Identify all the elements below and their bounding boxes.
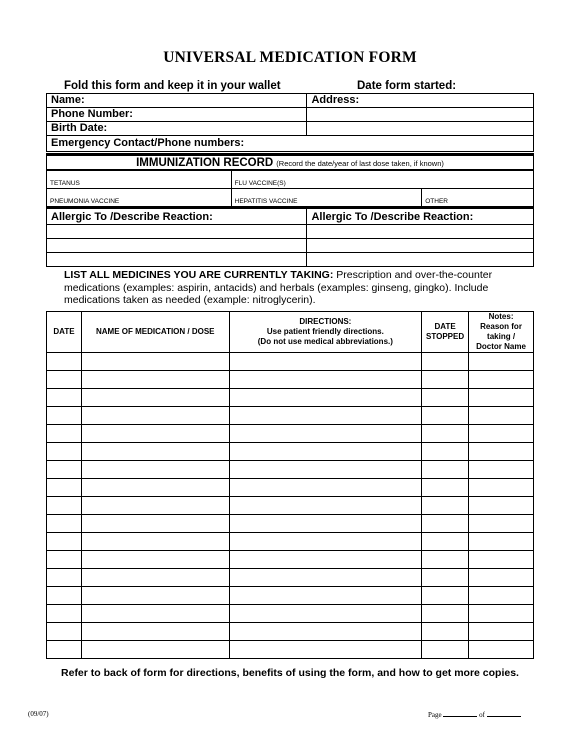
medication-cell[interactable] — [422, 587, 469, 605]
medication-cell[interactable] — [229, 479, 422, 497]
hepatitis-field[interactable] — [231, 189, 422, 207]
medication-cell[interactable] — [47, 353, 82, 371]
medication-cell[interactable] — [47, 461, 82, 479]
medication-cell[interactable] — [469, 407, 534, 425]
medication-cell[interactable] — [422, 443, 469, 461]
medication-cell[interactable] — [422, 623, 469, 641]
medication-cell[interactable] — [422, 371, 469, 389]
allergy-left-heading: Allergic To /Describe Reaction: — [47, 208, 307, 225]
medication-cell[interactable] — [81, 533, 229, 551]
medication-cell[interactable] — [469, 587, 534, 605]
address-label: Address: — [311, 94, 360, 106]
allergy-right-heading: Allergic To /Describe Reaction: — [307, 208, 534, 225]
form-version: (09/07) — [28, 710, 49, 718]
medication-cell[interactable] — [47, 587, 82, 605]
hepatitis-label: HEPATITIS VACCINE — [234, 198, 298, 205]
medication-row — [47, 425, 534, 443]
medication-row — [47, 605, 534, 623]
medicines-intro-bold: LIST ALL MEDICINES YOU ARE CURRENTLY TAKING: — [64, 269, 334, 281]
col-directions: DIRECTIONS: Use patient friendly directions. (Do not use medical abbreviations.) — [229, 312, 422, 353]
medication-cell[interactable] — [81, 623, 229, 641]
medication-cell[interactable] — [469, 551, 534, 569]
allergy-left-row[interactable] — [47, 239, 307, 253]
medication-cell[interactable] — [422, 407, 469, 425]
medication-cell[interactable] — [422, 641, 469, 659]
medication-cell[interactable] — [229, 605, 422, 623]
allergy-right-row[interactable] — [307, 225, 534, 239]
medication-cell[interactable] — [81, 407, 229, 425]
medication-cell[interactable] — [422, 533, 469, 551]
medication-cell[interactable] — [47, 371, 82, 389]
medication-cell[interactable] — [229, 407, 422, 425]
medication-row — [47, 623, 534, 641]
address-line-2[interactable] — [307, 108, 534, 122]
medicines-intro-text: Prescription and over-the-counter medications (examples: aspirin, antacids) and herbals (examples: ginseng, gingko). Include medications taken as needed (example: nitroglycerin). — [64, 269, 493, 306]
medication-row — [47, 389, 534, 407]
footer-note: Refer to back of form for directions, benefits of using the form, and how to get more copies. — [61, 667, 519, 679]
medication-cell[interactable] — [469, 623, 534, 641]
medication-cell[interactable] — [47, 569, 82, 587]
medication-row — [47, 443, 534, 461]
medication-row — [47, 587, 534, 605]
medication-cell[interactable] — [422, 551, 469, 569]
medication-cell[interactable] — [81, 515, 229, 533]
col-notes: Notes: Reason for taking / Doctor Name — [469, 312, 534, 353]
pneumonia-label: PNEUMONIA VACCINE — [50, 198, 120, 205]
other-label: OTHER — [425, 198, 448, 205]
medication-cell[interactable] — [229, 587, 422, 605]
col-medication-name: NAME OF MEDICATION / DOSE — [81, 312, 229, 353]
col-date-stopped: DATE STOPPED — [422, 312, 469, 353]
medication-cell[interactable] — [469, 515, 534, 533]
medication-cell[interactable] — [81, 461, 229, 479]
other-field[interactable] — [422, 189, 534, 207]
col-date: DATE — [47, 312, 82, 353]
medication-cell[interactable] — [81, 497, 229, 515]
medication-cell[interactable] — [229, 371, 422, 389]
medication-cell[interactable] — [229, 551, 422, 569]
tetanus-label: TETANUS — [50, 180, 80, 187]
medication-cell[interactable] — [469, 533, 534, 551]
flu-field[interactable] — [231, 171, 533, 189]
medication-cell[interactable] — [469, 443, 534, 461]
page-blank[interactable] — [443, 710, 477, 717]
medication-cell[interactable] — [81, 371, 229, 389]
immunization-title: IMMUNIZATION RECORD — [136, 157, 274, 169]
medications-body — [47, 353, 534, 659]
medication-cell[interactable] — [81, 479, 229, 497]
medications-table — [46, 311, 534, 659]
medication-cell[interactable] — [229, 533, 422, 551]
medication-cell[interactable] — [422, 605, 469, 623]
medication-cell[interactable] — [422, 461, 469, 479]
date-started-label: Date form started: — [357, 80, 457, 92]
medication-cell[interactable] — [229, 461, 422, 479]
medication-cell[interactable] — [81, 587, 229, 605]
allergy-table — [46, 206, 534, 267]
medication-cell[interactable] — [469, 641, 534, 659]
medication-cell[interactable] — [229, 425, 422, 443]
allergy-right-row[interactable] — [307, 239, 534, 253]
medication-cell[interactable] — [229, 623, 422, 641]
medication-cell[interactable] — [469, 479, 534, 497]
personal-info-table — [46, 93, 534, 152]
medication-cell[interactable] — [47, 407, 82, 425]
medication-cell[interactable] — [81, 425, 229, 443]
address-line-3[interactable] — [307, 122, 534, 136]
medication-cell[interactable] — [469, 569, 534, 587]
immunization-table — [46, 170, 534, 207]
medication-cell[interactable] — [81, 551, 229, 569]
medication-cell[interactable] — [47, 443, 82, 461]
birth-date-label: Birth Date: — [51, 122, 108, 134]
medication-cell[interactable] — [229, 569, 422, 587]
fold-note: Fold this form and keep it in your wallet — [64, 80, 281, 92]
medication-row — [47, 641, 534, 659]
name-field[interactable] — [47, 94, 307, 108]
medication-row — [47, 497, 534, 515]
medication-cell[interactable] — [47, 623, 82, 641]
medication-cell[interactable] — [422, 497, 469, 515]
medication-cell[interactable] — [422, 425, 469, 443]
medication-row — [47, 533, 534, 551]
phone-label: Phone Number: — [51, 108, 133, 120]
medication-row — [47, 479, 534, 497]
medication-cell[interactable] — [81, 389, 229, 407]
medication-cell[interactable] — [422, 389, 469, 407]
medication-row — [47, 461, 534, 479]
medication-cell[interactable] — [47, 425, 82, 443]
medication-row — [47, 515, 534, 533]
medication-row — [47, 371, 534, 389]
medication-cell[interactable] — [422, 353, 469, 371]
medication-cell[interactable] — [469, 461, 534, 479]
medication-cell[interactable] — [47, 497, 82, 515]
medication-cell[interactable] — [422, 515, 469, 533]
medication-cell[interactable] — [81, 605, 229, 623]
medication-cell[interactable] — [469, 605, 534, 623]
form-title: UNIVERSAL MEDICATION FORM — [163, 49, 417, 66]
address-field[interactable] — [307, 94, 534, 108]
medication-cell[interactable] — [81, 569, 229, 587]
flu-label: FLU VACCINE(S) — [234, 180, 286, 187]
medication-cell[interactable] — [47, 551, 82, 569]
page-total-blank[interactable] — [487, 710, 521, 717]
medication-cell[interactable] — [469, 425, 534, 443]
immunization-note: (Record the date/year of last dose taken, if known) — [276, 159, 444, 168]
medication-cell[interactable] — [81, 641, 229, 659]
allergy-left-row[interactable] — [47, 253, 307, 267]
emergency-contact-field[interactable] — [47, 136, 534, 152]
phone-field[interactable] — [47, 108, 307, 122]
birth-date-field[interactable] — [47, 122, 307, 136]
medication-row — [47, 551, 534, 569]
medicines-instructions — [64, 269, 524, 307]
pneumonia-field[interactable] — [47, 189, 232, 207]
name-label: Name: — [51, 94, 85, 106]
medication-cell[interactable] — [47, 479, 82, 497]
medication-cell[interactable] — [229, 641, 422, 659]
medication-cell[interactable] — [81, 443, 229, 461]
medication-cell[interactable] — [47, 605, 82, 623]
medication-cell[interactable] — [229, 389, 422, 407]
medication-cell[interactable] — [422, 479, 469, 497]
medication-row — [47, 407, 534, 425]
medication-row — [47, 353, 534, 371]
medication-cell[interactable] — [469, 389, 534, 407]
immunization-heading — [46, 153, 534, 170]
medication-row — [47, 569, 534, 587]
medication-cell[interactable] — [81, 353, 229, 371]
emergency-contact-label: Emergency Contact/Phone numbers: — [51, 137, 245, 149]
medication-cell[interactable] — [47, 515, 82, 533]
medication-cell[interactable] — [229, 443, 422, 461]
medication-cell[interactable] — [47, 641, 82, 659]
medication-cell[interactable] — [229, 515, 422, 533]
page-number: Page of — [428, 710, 521, 719]
medication-cell[interactable] — [469, 497, 534, 515]
allergy-left-row[interactable] — [47, 225, 307, 239]
medication-cell[interactable] — [229, 353, 422, 371]
medication-cell[interactable] — [469, 371, 534, 389]
medication-cell[interactable] — [47, 533, 82, 551]
tetanus-field[interactable] — [47, 171, 232, 189]
allergy-right-row[interactable] — [307, 253, 534, 267]
medication-cell[interactable] — [47, 389, 82, 407]
medication-cell[interactable] — [422, 569, 469, 587]
medication-cell[interactable] — [469, 353, 534, 371]
medication-cell[interactable] — [229, 497, 422, 515]
